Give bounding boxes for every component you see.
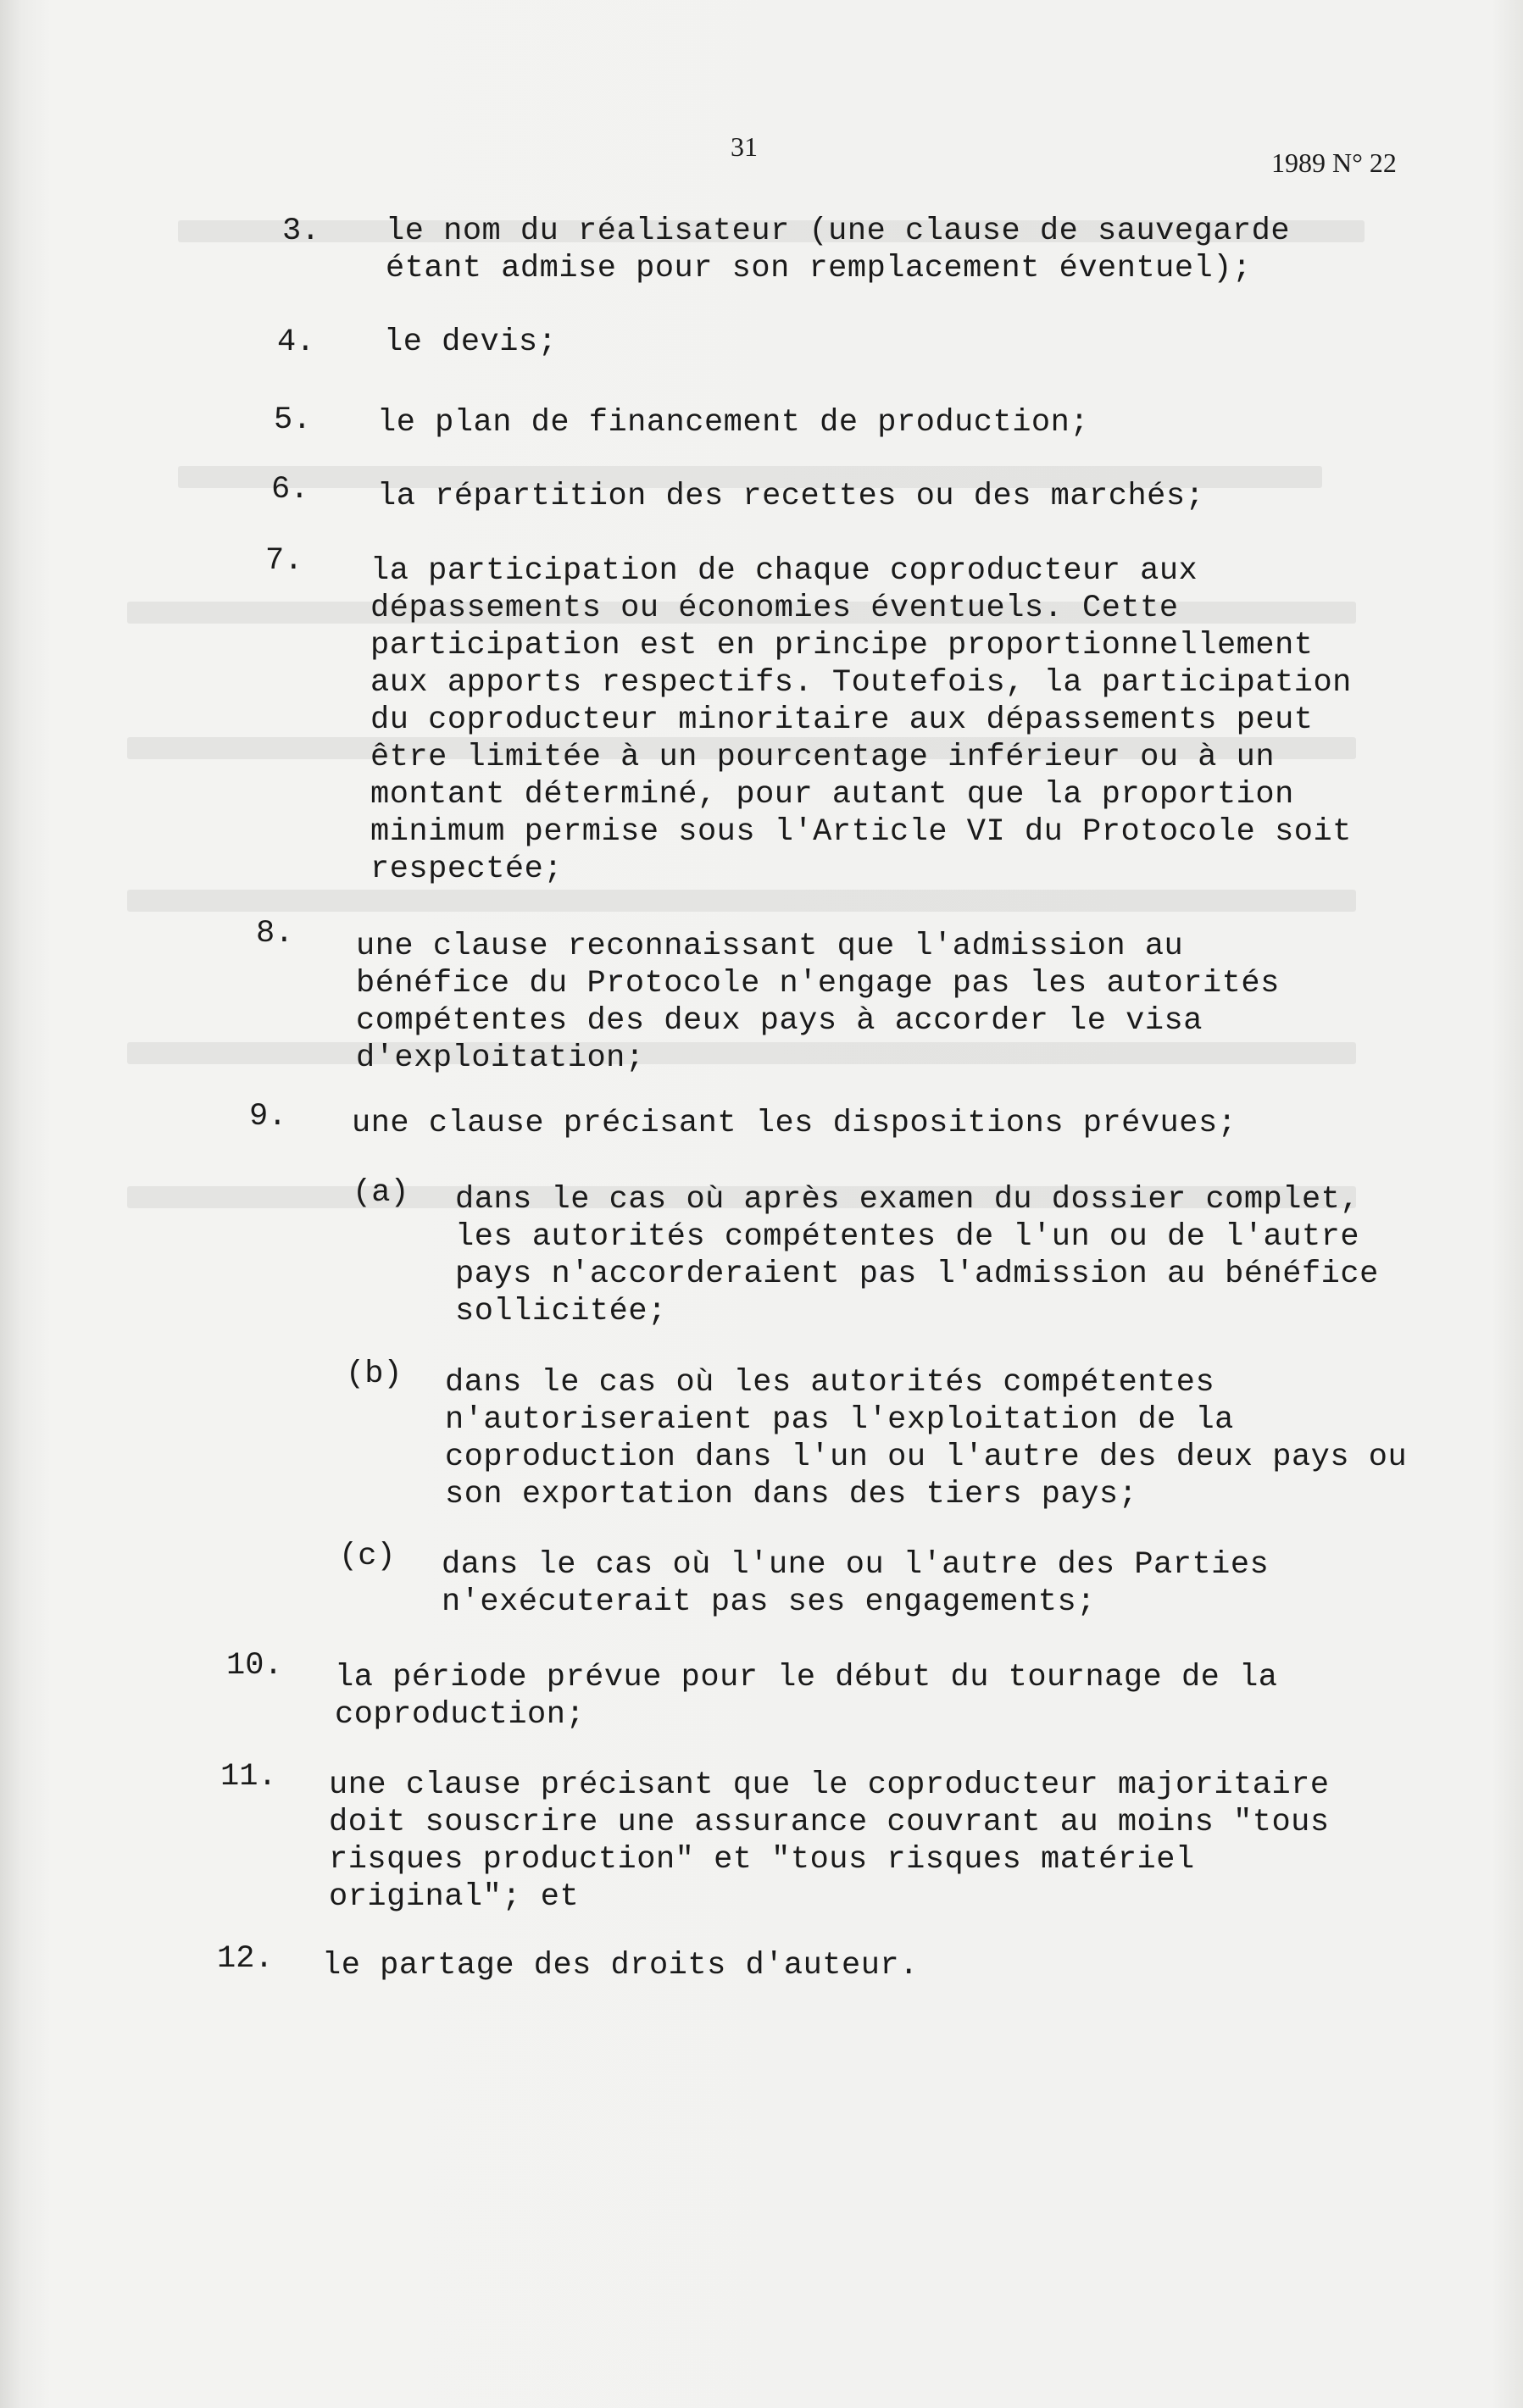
item-text: le partage des droits d'auteur. <box>322 1948 919 1984</box>
item-text: la participation de chaque coproducteur aux dépassements ou économies éventuels. Cette participation est en principe proportionnellement aux apports respectifs. Toutefois, la participation du coproducteur minoritaire aux dépassements peut être limitée à un pourcentage inférieur ou à un montant déterminé, pour autant que la proportion minimum permise sous l'Article VI du Protocole soit respectée; <box>370 553 1352 887</box>
subitem-letter: (c) <box>339 1539 396 1574</box>
item-text: le nom du réalisateur (une clause de sauvegarde étant admise pour son remplacement éventuel); <box>386 214 1291 286</box>
item-number: 8. <box>256 916 294 952</box>
item-number: 4. <box>277 325 315 360</box>
subitem-letter: (b) <box>346 1357 403 1392</box>
item-number: 11. <box>220 1759 277 1795</box>
item-text: le plan de financement de production; <box>377 405 1090 441</box>
item-text: la répartition des recettes ou des marchés; <box>377 479 1205 514</box>
item-text: une clause reconnaissant que l'admission au bénéfice du Protocole n'engage pas les autorités compétentes des deux pays à accorder le visa d'exploitation; <box>356 929 1280 1076</box>
subitem-text: dans le cas où l'une ou l'autre des Parties n'exécuterait pas ses engagements; <box>442 1547 1270 1620</box>
item-number: 6. <box>271 472 309 508</box>
item-number: 3. <box>282 214 320 249</box>
year-and-number: 1989 N° 22 <box>1271 147 1397 178</box>
subitem-letter: (a) <box>353 1175 409 1211</box>
item-text: le devis; <box>384 325 558 360</box>
subitem-text: dans le cas où les autorités compétentes n'autoriseraient pas l'exploitation de la coproduction dans l'un ou l'autre des deux pays ou son exportation dans des tiers pays; <box>445 1365 1408 1512</box>
item-text: la période prévue pour le début du tournage de la coproduction; <box>335 1660 1278 1733</box>
item-text: une clause précisant les dispositions prévues; <box>352 1106 1237 1141</box>
item-number: 5. <box>274 402 312 438</box>
item-number: 12. <box>217 1941 274 1977</box>
item-number: 10. <box>226 1648 283 1684</box>
item-number: 7. <box>265 543 303 579</box>
page-number: 31 <box>731 131 758 162</box>
subitem-text: dans le cas où après examen du dossier complet, les autorités compétentes de l'un ou de l'autre pays n'accorderaient pas l'admission au bénéfice sollicitée; <box>455 1182 1379 1329</box>
item-number: 9. <box>249 1099 287 1135</box>
item-text: une clause précisant que le coproducteur majoritaire doit souscrire une assurance couvrant au moins "tous risques production" et "tous risques matériel original"; et <box>329 1767 1330 1915</box>
